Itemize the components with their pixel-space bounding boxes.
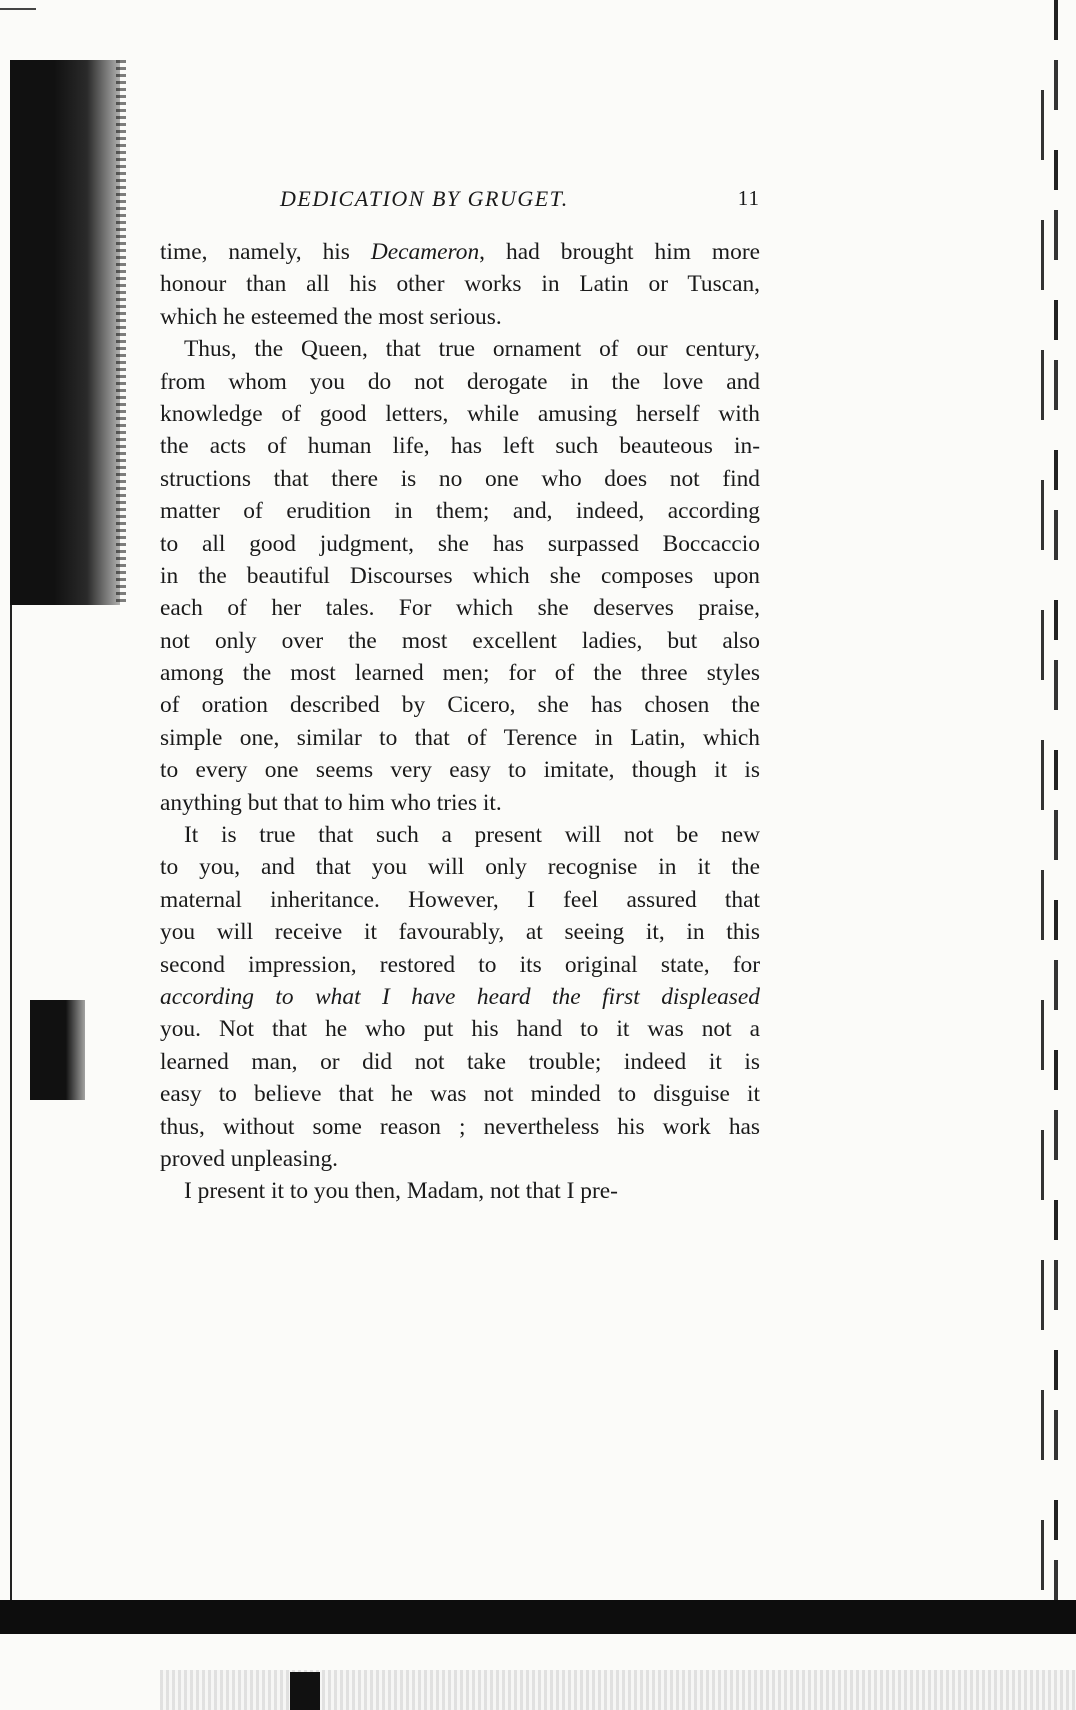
text-line bbox=[160, 689, 760, 721]
text-segment: honour than all his other works in Latin or Tuscan, bbox=[160, 271, 760, 298]
text-line bbox=[160, 754, 760, 786]
text-line bbox=[160, 528, 760, 560]
text-line bbox=[160, 430, 760, 462]
text-line bbox=[160, 592, 760, 624]
text-line bbox=[160, 722, 760, 754]
text-line bbox=[160, 1046, 760, 1078]
text-segment: second impression, restored to its original state, for bbox=[160, 951, 760, 978]
text-line bbox=[160, 1013, 760, 1045]
text-line bbox=[160, 398, 760, 430]
book-title: Decameron bbox=[370, 239, 480, 265]
text-segment: to all good judgment, she has surpassed Boccaccio bbox=[160, 530, 760, 557]
text-line bbox=[160, 625, 760, 657]
text-line bbox=[160, 1111, 760, 1143]
text-segment: simple one, similar to that of Terence in Latin, which bbox=[160, 724, 760, 751]
text-segment: matter of erudition in them; and, indeed, according bbox=[160, 498, 760, 525]
text-segment: I present it to you then, Madam, not that I pre- bbox=[184, 1178, 618, 1205]
scan-artifact-bottom-band bbox=[0, 1600, 1076, 1634]
scan-artifact-bottom-block bbox=[290, 1672, 320, 1710]
running-title: DEDICATION BY GRUGET. bbox=[280, 186, 569, 211]
text-segment: structions that there is no one who does not find bbox=[160, 465, 760, 492]
text-line bbox=[160, 1078, 760, 1110]
text-segment: Thus, the Queen, that true ornament of our century, bbox=[184, 336, 760, 363]
running-head bbox=[160, 186, 760, 216]
text-line bbox=[160, 560, 760, 592]
paragraph bbox=[160, 1175, 760, 1207]
text-segment: maternal inheritance. However, I feel assured that bbox=[160, 886, 760, 913]
text-segment: according to what I have heard the first displeased bbox=[160, 983, 760, 1010]
text-segment: , had brought him more bbox=[479, 239, 760, 265]
text-segment: not only over the most excellent ladies, but also bbox=[160, 627, 760, 654]
body-text bbox=[160, 236, 760, 1208]
text-segment: you will receive it favourably, at seeing it, in this bbox=[160, 919, 760, 946]
text-segment: to you, and that you will only recognise in it the bbox=[160, 854, 760, 881]
text-line bbox=[160, 787, 760, 819]
text-line bbox=[160, 236, 760, 268]
text-segment: of oration described by Cicero, she has chosen the bbox=[160, 692, 760, 719]
text-line bbox=[160, 981, 760, 1013]
text-segment: in the beautiful Discourses which she composes upon bbox=[160, 562, 760, 589]
text-segment: each of her tales. For which she deserves praise, bbox=[160, 595, 760, 622]
scan-artifact-left-shadow bbox=[10, 60, 120, 605]
scan-artifact-top-mark bbox=[0, 8, 36, 10]
text-line bbox=[160, 301, 760, 333]
text-line bbox=[160, 949, 760, 981]
paragraph bbox=[160, 819, 760, 1175]
text-segment: easy to believe that he was not minded to disguise it bbox=[160, 1081, 760, 1108]
text-line bbox=[160, 657, 760, 689]
text-line bbox=[160, 884, 760, 916]
text-segment: the acts of human life, has left such beauteous in- bbox=[160, 433, 760, 460]
text-segment: knowledge of good letters, while amusing herself with bbox=[160, 400, 760, 427]
text-segment: thus, without some reason ; nevertheless his work has bbox=[160, 1113, 760, 1140]
text-line bbox=[160, 495, 760, 527]
paragraph bbox=[160, 236, 760, 333]
text-segment: time, namely, his bbox=[160, 239, 371, 265]
text-segment: anything but that to him who tries it. bbox=[160, 789, 502, 816]
text-line bbox=[160, 819, 760, 851]
page-number: 11 bbox=[737, 186, 760, 210]
text-line bbox=[160, 1175, 760, 1207]
text-segment: learned man, or did not take trouble; indeed it is bbox=[160, 1048, 760, 1075]
text-segment: It is true that such a present will not be new bbox=[184, 822, 760, 849]
text-line bbox=[160, 366, 760, 398]
scan-artifact-left-blot bbox=[30, 1000, 85, 1100]
text-segment: among the most learned men; for of the three styles bbox=[160, 660, 760, 687]
text-line bbox=[160, 463, 760, 495]
text-segment: which he esteemed the most serious. bbox=[160, 303, 502, 330]
text-segment: from whom you do not derogate in the love and bbox=[160, 368, 760, 395]
text-line bbox=[160, 851, 760, 883]
text-line bbox=[160, 916, 760, 948]
scan-artifact-right-edge bbox=[1054, 0, 1058, 1600]
text-line bbox=[160, 1143, 760, 1175]
text-segment: to every one seems very easy to imitate, though it is bbox=[160, 757, 760, 784]
text-line bbox=[160, 333, 760, 365]
paragraph bbox=[160, 333, 760, 819]
scan-artifact-right-edge-inner bbox=[1041, 90, 1044, 1590]
text-segment: proved unpleasing. bbox=[160, 1145, 338, 1172]
text-line bbox=[160, 268, 760, 300]
text-segment: you. Not that he who put his hand to it was not a bbox=[160, 1016, 760, 1043]
